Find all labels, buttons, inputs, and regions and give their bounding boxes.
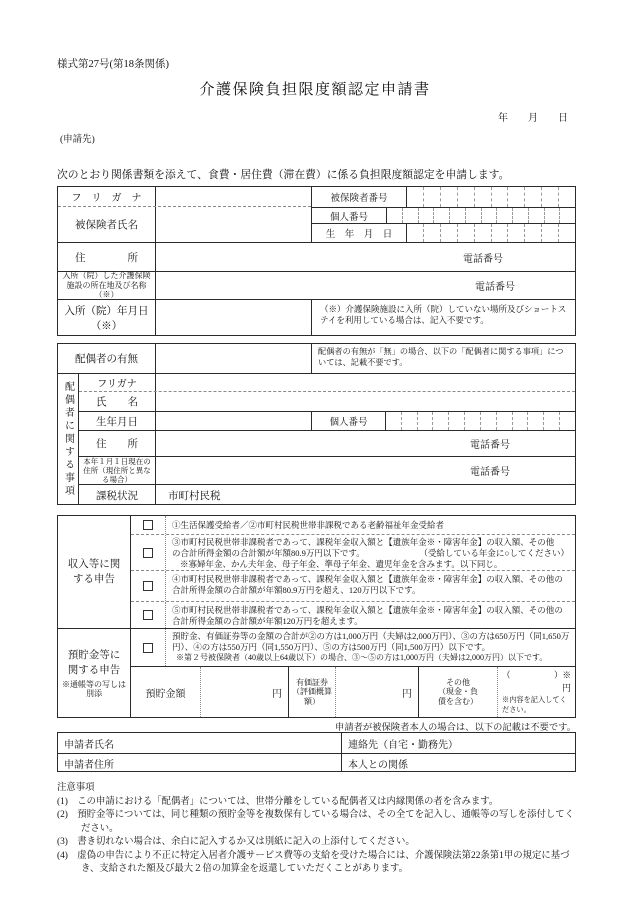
deposit-amount-field[interactable] <box>201 667 289 717</box>
insured-number-label: 被保険者番号 <box>330 194 388 204</box>
digit-cell[interactable] <box>558 224 575 242</box>
income-option4-text: ⑤市町村民税世帯非課税者であって、課税年金収入額と【遺族年金※・障害年金】の収入額、その他の合計所得金額の合計額が年額120万円を超えます。 <box>172 605 563 626</box>
digit-cell[interactable] <box>524 224 541 242</box>
other-line3: 債を含む） <box>438 696 478 706</box>
spouse-presence-note: 配偶者の有無が「無」の場合、以下の「配偶者に関する事項」については、記載不要です。 <box>311 344 575 373</box>
applicant-relation-label: 本人との関係 <box>348 759 408 771</box>
digit-cell[interactable] <box>512 412 528 430</box>
applicant-contact-field[interactable] <box>341 733 575 753</box>
income-option2-checkbox[interactable] <box>143 548 153 558</box>
digit-cell[interactable] <box>440 224 457 242</box>
applicant-relation-field[interactable] <box>341 754 575 772</box>
note-item-1: (1) この申請における「配偶者」については、世帯分離をしている配偶者又は内縁関係の者を含みます。 <box>57 796 499 807</box>
digit-cell[interactable] <box>457 187 474 207</box>
other-paren-open: （ <box>502 670 511 680</box>
digit-cell[interactable] <box>386 208 402 223</box>
digit-cell[interactable] <box>423 224 440 242</box>
spouse-jan1-address-field[interactable] <box>156 457 575 484</box>
form-number: 様式第27号(第18条関係) <box>57 59 169 70</box>
digit-cell[interactable] <box>449 208 465 223</box>
spouse-name-field[interactable] <box>156 392 575 411</box>
income-option2-paren: （受給している年金に○してください） <box>419 548 569 558</box>
other-unit-label: 円 <box>561 683 571 693</box>
spouse-furigana-field[interactable] <box>156 374 575 391</box>
digit-cell[interactable] <box>433 208 449 223</box>
note-item-4: (4) 虚偽の申告により不正に特定入居者介護サービス費等の支給を受けた場合には、介護保険法第22条第1甲の規定に基づき、支給された額及び最大２倍の加算金を返還していただくことがあります。 <box>57 850 570 874</box>
applicant-table <box>57 732 576 772</box>
digit-cell[interactable] <box>480 412 496 430</box>
digit-cell[interactable] <box>528 208 544 223</box>
income-option1-checkbox[interactable] <box>143 520 153 530</box>
deposit-unit-label: 円 <box>272 688 282 700</box>
savings-section-sublabel: ※通帳等の写しは別添 <box>62 679 126 698</box>
facility-field[interactable] <box>156 272 575 299</box>
applicant-name-label: 申請者氏名 <box>64 739 114 751</box>
income-option4-checkbox[interactable] <box>143 610 153 620</box>
digit-cell[interactable] <box>507 224 524 242</box>
digit-cell[interactable] <box>464 412 480 430</box>
note-item-3: (3) 書き切れない場合は、余白に記入するか又は別紙に記入の上添付してください。 <box>57 837 415 847</box>
spouse-table <box>57 343 576 505</box>
income-option1-text: ①生活保護受給者／②市町村民税世帯非課税である老齢福祉年金受給者 <box>172 519 445 530</box>
spouse-address-field[interactable] <box>156 431 575 456</box>
spouse-birthdate-field[interactable] <box>156 412 311 430</box>
digit-cell[interactable] <box>558 187 575 207</box>
digit-cell[interactable] <box>491 224 508 242</box>
spouse-birthdate-label: 生年月日 <box>79 412 156 430</box>
intro-sentence: 次のとおり関係書類を添えて、食費・居住費（滞在費）に係る負担限度額認定を申請します。 <box>57 169 510 181</box>
digit-cell[interactable] <box>559 412 575 430</box>
applicant-address-label: 申請者住所 <box>64 759 114 771</box>
birthdate-field[interactable] <box>406 224 575 242</box>
digit-cell[interactable] <box>507 187 524 207</box>
personal-number-label: 個人番号 <box>329 212 368 223</box>
savings-main-text: 預貯金、有価証券等の金額の合計が②の方は1,000万円（夫婦は2,000万円）、③の方は650万円（同1,650万円）、④の方は550万円（同1,550万円）、⑤の方は500万円（同1,500万円）以下です。 <box>172 631 570 652</box>
digit-cell[interactable] <box>496 412 512 430</box>
securities-line3: 額） <box>304 696 320 706</box>
furigana-label: フ リ ガ ナ <box>58 187 156 206</box>
savings-section-label: 預貯金等に関する申告 <box>67 649 121 676</box>
income-option2-note: ※寡婦年金、かん夫年金、母子年金、準母子年金、遺児年金を含みます。以下同じ。 <box>180 559 503 569</box>
income-section-label: 収入等に関する申告 <box>58 516 131 628</box>
securities-line2: （評価概算 <box>292 687 332 697</box>
spouse-jan1-address-label: 本年１月１日現在の住所（現住所と異なる場合） <box>79 457 156 484</box>
page-title: 介護保険負担限度額認定申請書 <box>199 82 431 98</box>
digit-cell[interactable] <box>448 412 464 430</box>
other-assets-field[interactable] <box>498 667 575 717</box>
digit-cell[interactable] <box>512 208 528 223</box>
income-table <box>57 515 576 629</box>
digit-cell[interactable] <box>465 208 481 223</box>
spouse-tax-status-label: 課税状況 <box>79 485 156 505</box>
spouse-personal-number-field[interactable] <box>385 412 575 430</box>
savings-table <box>57 628 576 718</box>
insured-name-label: 被保険者氏名 <box>58 207 156 242</box>
spouse-presence-field[interactable] <box>156 344 311 373</box>
digit-cell[interactable] <box>406 224 423 242</box>
digit-cell[interactable] <box>481 208 497 223</box>
phone-label: 電話番号 <box>463 253 503 265</box>
digit-cell[interactable] <box>491 187 508 207</box>
other-line2: （現金・負 <box>438 687 478 697</box>
insured-table <box>57 186 576 336</box>
digit-cell[interactable] <box>524 187 541 207</box>
spouse-tax-status-value[interactable]: 市町村民税 <box>168 490 221 502</box>
savings-checkbox[interactable] <box>143 643 153 653</box>
insured-name-field[interactable] <box>156 207 311 242</box>
spouse-jan1-phone-label: 電話番号 <box>470 467 510 478</box>
spouse-presence-label: 配偶者の有無 <box>58 344 156 373</box>
income-option2-text <box>166 535 575 570</box>
digit-cell[interactable] <box>559 208 575 223</box>
other-paren-close: ）※ <box>553 670 571 680</box>
digit-cell[interactable] <box>474 187 491 207</box>
admission-date-label: 入所（院）年月日（※） <box>58 300 156 335</box>
facility-label: 入所（院）した介護保険施設の所在地及び名称（※） <box>58 272 156 299</box>
notes-section <box>57 782 582 877</box>
spouse-furigana-label: フリガナ <box>79 374 156 391</box>
savings-sub-text: ※第２号被保険者（40歳以上64歳以下）の場合、③～⑤の方は1,000万円（夫婦は2,000万円）以下です。 <box>176 653 548 662</box>
digit-cell[interactable] <box>418 208 434 223</box>
digit-cell[interactable] <box>544 208 560 223</box>
spouse-address-label: 住 所 <box>79 431 156 456</box>
digit-cell[interactable] <box>543 412 559 430</box>
address-label: 住 所 <box>58 243 156 271</box>
digit-cell[interactable] <box>457 224 474 242</box>
income-option3-text: ④市町村民税世帯非課税者であって、課税年金収入額と【遺族年金※・障害年金】の収入額、その他の合計所得金額の合計額が年額80.9万円を超え、120万円以下です。 <box>172 574 563 595</box>
digit-cell[interactable] <box>541 224 558 242</box>
securities-amount-field[interactable] <box>336 667 419 717</box>
digit-cell[interactable] <box>541 187 558 207</box>
applicant-contact-label: 連絡先（自宅・勤務先） <box>348 739 458 751</box>
securities-unit-label: 円 <box>402 688 412 700</box>
digit-cell[interactable] <box>527 412 543 430</box>
securities-line1: 有価証券 <box>296 677 328 687</box>
income-option2-line2: の合計所得金額の合計額が年額80.9万円以下です。 <box>172 548 365 558</box>
digit-cell[interactable] <box>440 187 457 207</box>
other-assets-label <box>419 667 498 717</box>
digit-cell[interactable] <box>496 208 512 223</box>
spouse-name-label: 氏 名 <box>79 392 156 411</box>
digit-cell[interactable] <box>402 208 418 223</box>
spouse-personal-number-label: 個人番号 <box>311 412 385 430</box>
note-item-2: (2) 預貯金等については、同じ種類の預貯金等を複数保有している場合は、その全てを記入し、通帳等の写しを添付してください。 <box>57 810 574 834</box>
personal-number-field[interactable] <box>386 208 575 223</box>
spouse-phone-label: 電話番号 <box>470 440 510 451</box>
digit-cell[interactable] <box>474 224 491 242</box>
applicant-note: 申請者が被保険者本人の場合は、以下の記載は不要です。 <box>335 723 576 733</box>
insured-number-field[interactable] <box>406 187 575 207</box>
deposit-amount-label: 預貯金額 <box>131 667 201 717</box>
other-line1: その他 <box>446 677 470 687</box>
digit-cell[interactable] <box>423 187 440 207</box>
admission-note: （※）介護保険施設に入所（院）していない場所及びショートステイを利用している場合は、記入不要です。 <box>311 300 575 335</box>
address-field[interactable] <box>156 243 575 271</box>
digit-cell[interactable] <box>401 412 417 430</box>
income-option3-checkbox[interactable] <box>143 581 153 591</box>
date-line: 年 月 日 <box>498 113 568 124</box>
addressee-label: (申請先) <box>60 135 95 145</box>
income-option2-line1: ③市町村民税世帯非課税者であって、課税年金収入額と【遺族年金※・障害年金】の収入額、その他 <box>172 537 555 547</box>
furigana-field[interactable] <box>156 187 311 206</box>
spouse-section-vertical-label: 配偶者に関する事項 <box>58 374 79 505</box>
birthdate-label: 生 年 月 日 <box>325 230 393 240</box>
digit-cell[interactable] <box>406 187 423 207</box>
other-note: ※内容を記入してください。 <box>502 696 567 714</box>
notes-title: 注意事項 <box>57 783 95 793</box>
digit-cell[interactable] <box>385 412 401 430</box>
digit-cell[interactable] <box>432 412 448 430</box>
securities-label <box>289 667 336 717</box>
admission-date-field[interactable] <box>156 300 311 335</box>
facility-phone-label: 電話番号 <box>475 282 515 293</box>
digit-cell[interactable] <box>417 412 433 430</box>
